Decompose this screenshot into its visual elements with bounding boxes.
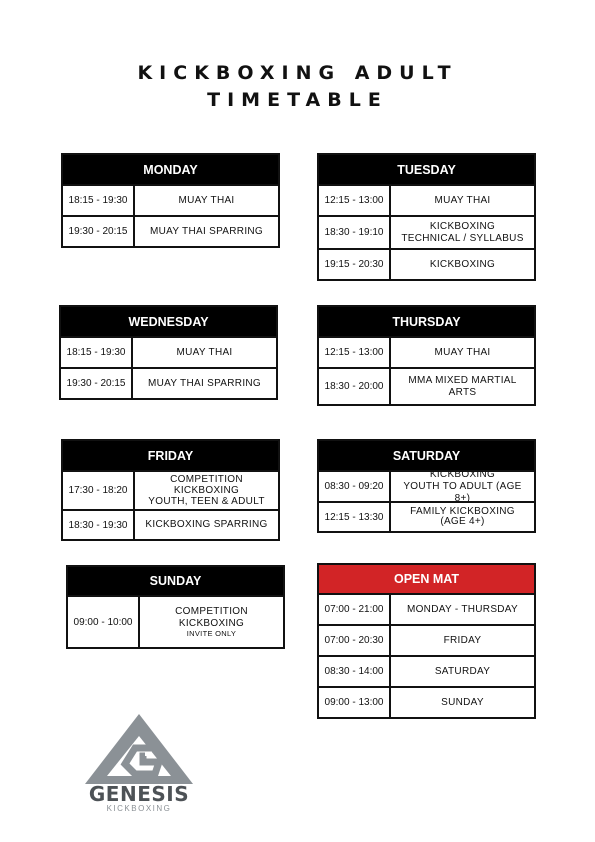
class-name: [391, 250, 534, 279]
class-name: [135, 186, 278, 215]
class-name-line: TECHNICAL / SYLLABUS: [401, 232, 524, 244]
class-time: 19:15 - 20:30: [319, 250, 391, 279]
monday-table: [61, 153, 280, 248]
class-time: 18:15 - 19:30: [63, 186, 135, 215]
class-note: INVITE ONLY: [186, 629, 237, 638]
class-time: 19:30 - 20:15: [63, 217, 135, 246]
open-mat-time: 07:00 - 21:00: [319, 595, 391, 624]
genesis-logo: [83, 714, 195, 814]
open-mat-days-line: SUNDAY: [441, 696, 484, 708]
class-name: [133, 338, 276, 367]
class-name-line: MUAY THAI: [178, 194, 235, 206]
class-name-line: MUAY THAI: [434, 346, 491, 358]
table-row: [319, 184, 534, 215]
class-time: 18:30 - 20:00: [319, 369, 391, 404]
open-mat-days-line: SATURDAY: [434, 665, 491, 677]
table-row: [63, 215, 278, 246]
class-name-line: YOUTH, TEEN & ADULT: [148, 496, 265, 507]
class-time: 17:30 - 18:20: [63, 472, 135, 509]
class-time: 19:30 - 20:15: [61, 369, 133, 398]
class-time: 18:30 - 19:30: [63, 511, 135, 539]
class-name: [391, 186, 534, 215]
class-name: [391, 503, 534, 531]
class-name-line: KICKBOXING: [178, 618, 245, 629]
class-name-line: ARTS: [448, 386, 477, 398]
class-name-line: (AGE 4+): [440, 516, 485, 527]
saturday-table: [317, 439, 536, 533]
open-mat-days: [391, 626, 534, 655]
open-mat-time: 08:30 - 14:00: [319, 657, 391, 686]
open-mat-time: 09:00 - 13:00: [319, 688, 391, 717]
open-mat-header: OPEN MAT: [319, 565, 534, 593]
table-row: [319, 624, 534, 655]
class-name-line: COMPETITION: [175, 606, 248, 617]
class-time: 18:30 - 19:10: [319, 217, 391, 248]
table-row: [319, 468, 534, 504]
class-name-line: MUAY THAI SPARRING: [147, 377, 261, 389]
class-name-line: YOUTH TO ADULT (AGE 8+): [403, 480, 522, 504]
table-row: [319, 215, 534, 248]
thursday-table: [317, 305, 536, 406]
wednesday-table: [59, 305, 278, 400]
brand-tagline: KICKBOXING: [106, 804, 172, 813]
open-mat-days: [391, 688, 534, 717]
saturday-header: SATURDAY: [319, 441, 534, 470]
page-title-line-2: TIMETABLE: [207, 89, 388, 111]
table-row: [61, 336, 276, 367]
class-name-line: FAMILY KICKBOXING: [410, 506, 515, 517]
friday-header: FRIDAY: [63, 441, 278, 470]
thursday-header: THURSDAY: [319, 307, 534, 336]
table-row: [319, 593, 534, 624]
class-name-line: KICKBOXING: [429, 258, 496, 270]
class-name: [133, 369, 276, 398]
class-name: [135, 472, 278, 509]
class-name-line: MUAY THAI: [434, 194, 491, 206]
class-name: [391, 468, 534, 504]
class-time: 12:15 - 13:00: [319, 338, 391, 367]
table-row: [68, 595, 283, 647]
open-mat-days-line: FRIDAY: [443, 634, 482, 646]
wednesday-header: WEDNESDAY: [61, 307, 276, 336]
class-name: [391, 338, 534, 367]
class-name-line: MUAY THAI: [176, 346, 233, 358]
class-name: [391, 369, 534, 404]
open-mat-days-line: MONDAY - THURSDAY: [406, 603, 519, 615]
genesis-triangle-g-logo-icon: [85, 714, 193, 784]
table-row: [319, 336, 534, 367]
class-time: 09:00 - 10:00: [68, 597, 140, 647]
table-row: [63, 509, 278, 539]
class-name-line: KICKBOXING: [429, 468, 496, 480]
class-name: [135, 511, 278, 539]
table-row: [319, 655, 534, 686]
class-time: 12:15 - 13:00: [319, 186, 391, 215]
class-name: [135, 217, 278, 246]
sunday-header: SUNDAY: [68, 567, 283, 595]
sunday-table: [66, 565, 285, 649]
table-row: [63, 470, 278, 509]
table-row: [63, 184, 278, 215]
class-name-line: COMPETITION: [170, 474, 243, 485]
tuesday-table: [317, 153, 536, 281]
class-name-line: MUAY THAI SPARRING: [149, 225, 263, 237]
table-row: [319, 248, 534, 279]
open-mat-table: [317, 563, 536, 719]
class-name-line: MMA MIXED MARTIAL: [408, 374, 517, 386]
page-title-line-1: KICKBOXING ADULT: [137, 62, 458, 84]
class-name-line: KICKBOXING: [429, 220, 496, 232]
table-row: [319, 686, 534, 717]
table-row: [61, 367, 276, 398]
open-mat-days: [391, 595, 534, 624]
class-name-line: KICKBOXING: [173, 485, 240, 496]
table-row: [319, 367, 534, 404]
class-time: 12:15 - 13:30: [319, 503, 391, 531]
class-name: [140, 597, 283, 647]
class-name: [391, 217, 534, 248]
tuesday-header: TUESDAY: [319, 155, 534, 184]
brand-name: GENESIS: [88, 782, 190, 806]
class-name-line: KICKBOXING SPARRING: [145, 519, 268, 530]
class-time: 18:15 - 19:30: [61, 338, 133, 367]
class-time: 08:30 - 09:20: [319, 472, 391, 501]
monday-header: MONDAY: [63, 155, 278, 184]
table-row: [319, 501, 534, 531]
friday-table: [61, 439, 280, 541]
open-mat-time: 07:00 - 20:30: [319, 626, 391, 655]
open-mat-days: [391, 657, 534, 686]
